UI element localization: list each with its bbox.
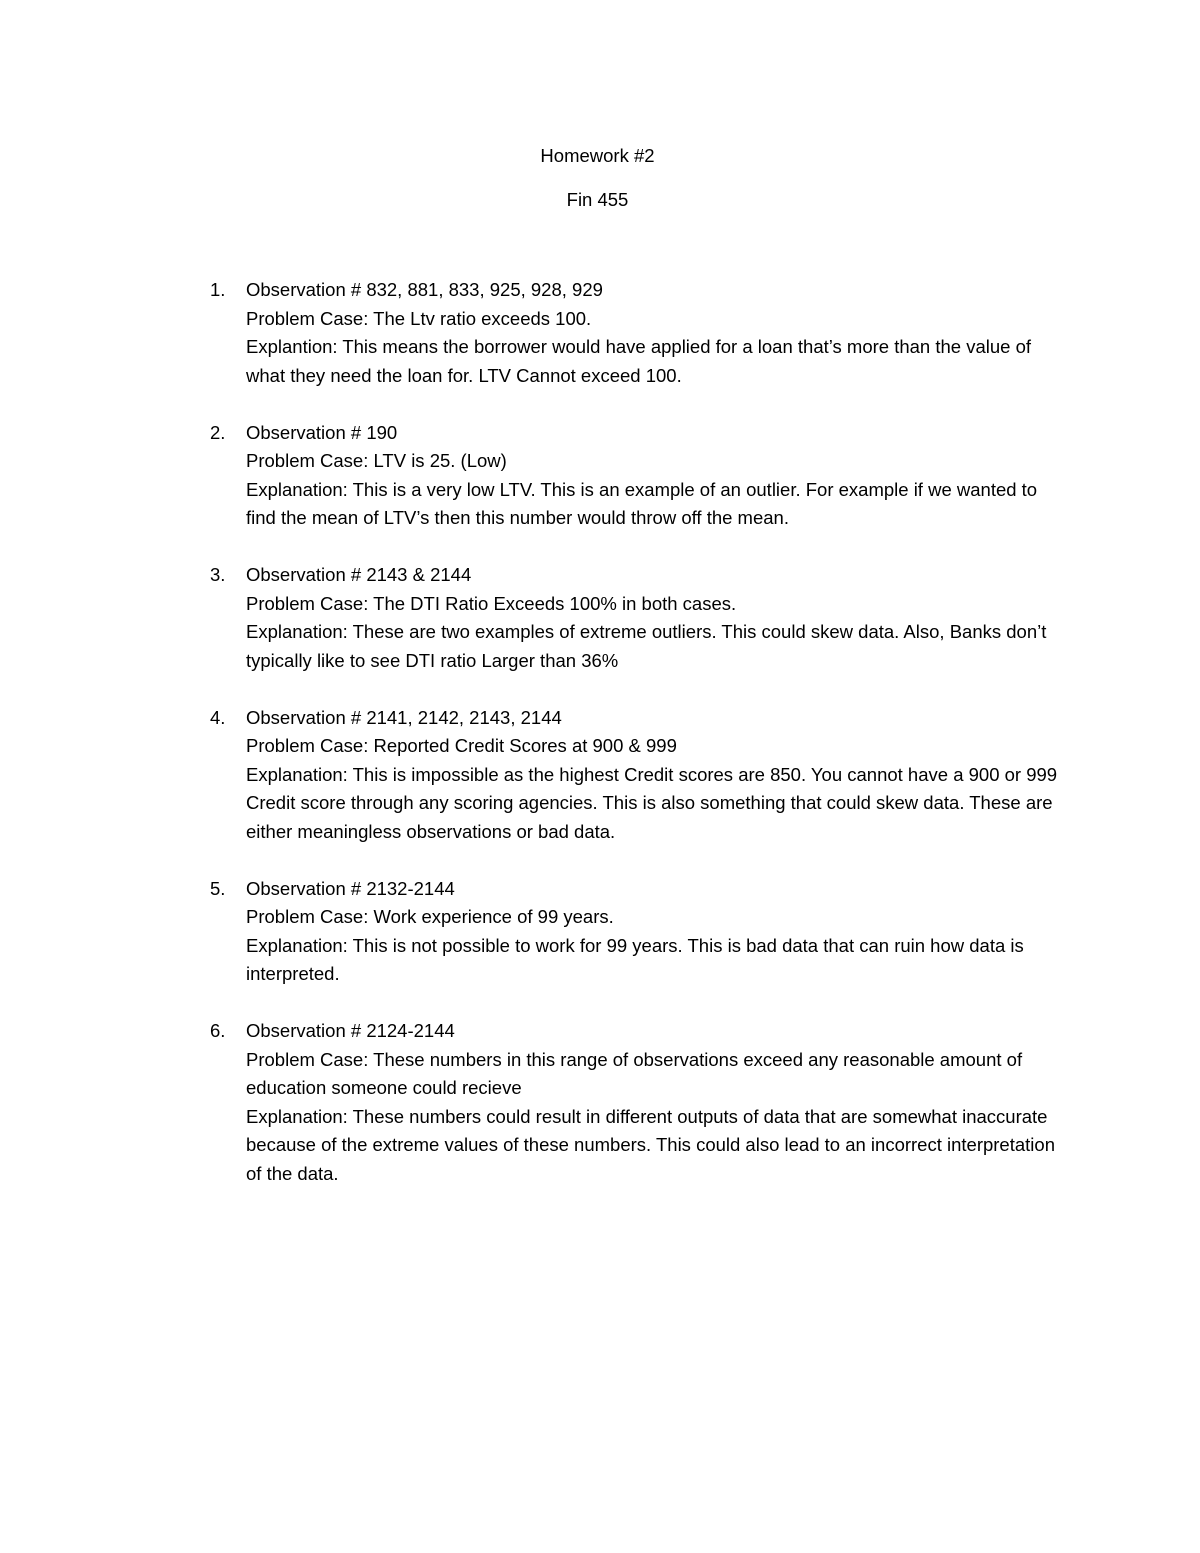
item-number: 2.	[210, 421, 226, 443]
explanation-text: Explanation: This is impossible as the highest Credit scores are 850. You cannot have a 900 or 999 Credit score through any scoring agencies. This is also something that could skew data. These are either meaningless observations or bad data.	[246, 763, 1058, 842]
problem-case-line: Problem Case: LTV is 25. (Low)	[246, 450, 507, 471]
list-item	[210, 561, 1060, 675]
observation-line: Observation # 190	[246, 421, 398, 443]
observation-line: Observation # 2143 & 2144	[246, 564, 472, 585]
problem-case-line: Problem Case: The Ltv ratio exceeds 100.	[246, 307, 592, 329]
item-number: 4.	[210, 706, 226, 728]
document-title: Homework #2	[540, 145, 655, 166]
observation-line: Observation # 832, 881, 833, 925, 928, 929	[246, 279, 603, 300]
list-item	[210, 276, 1060, 390]
list-item	[210, 875, 1060, 989]
list-item	[210, 419, 1060, 533]
explanation-text: Explanation: This is a very low LTV. This is an example of an outlier. For example if we wanted to find the mean of LTV’s then this number would throw off the mean.	[246, 478, 1038, 528]
problem-case-line: Problem Case: Reported Credit Scores at 900 & 999	[246, 735, 677, 756]
problem-case-line: Problem Case: The DTI Ratio Exceeds 100% in both cases.	[246, 592, 737, 614]
observation-line: Observation # 2132-2144	[246, 877, 455, 899]
item-number: 5.	[210, 877, 226, 899]
list-item	[210, 704, 1060, 847]
problem-case-line: Problem Case: These numbers in this range of observations exceed any reasonable amount of education someone could recieve	[246, 1048, 1023, 1098]
observation-line: Observation # 2124-2144	[246, 1020, 455, 1041]
item-number: 3.	[210, 564, 226, 585]
explanation-text: Explanation: This is not possible to work for 99 years. This is bad data that can ruin how data is interpreted.	[246, 934, 1024, 984]
explanation-text: Explanation: These are two examples of extreme outliers. This could skew data. Also, Banks don’t typically like to see DTI ratio Larger than 36%	[246, 621, 1047, 671]
item-number: 6.	[210, 1020, 226, 1041]
observation-line: Observation # 2141, 2142, 2143, 2144	[246, 706, 562, 728]
observation-list	[210, 276, 1060, 1217]
explanation-text: Explantion: This means the borrower would have applied for a loan that’s more than the value of what they need the loan for. LTV Cannot exceed 100.	[246, 336, 1032, 386]
list-item	[210, 1017, 1060, 1188]
item-number: 1.	[210, 279, 226, 300]
problem-case-line: Problem Case: Work experience of 99 years.	[246, 906, 614, 927]
document-subtitle: Fin 455	[566, 189, 629, 210]
explanation-text: Explanation: These numbers could result in different outputs of data that are somewhat inaccurate because of the extreme values of these numbers. This could also lead to an incorrect interpretation of the data.	[246, 1105, 1055, 1184]
